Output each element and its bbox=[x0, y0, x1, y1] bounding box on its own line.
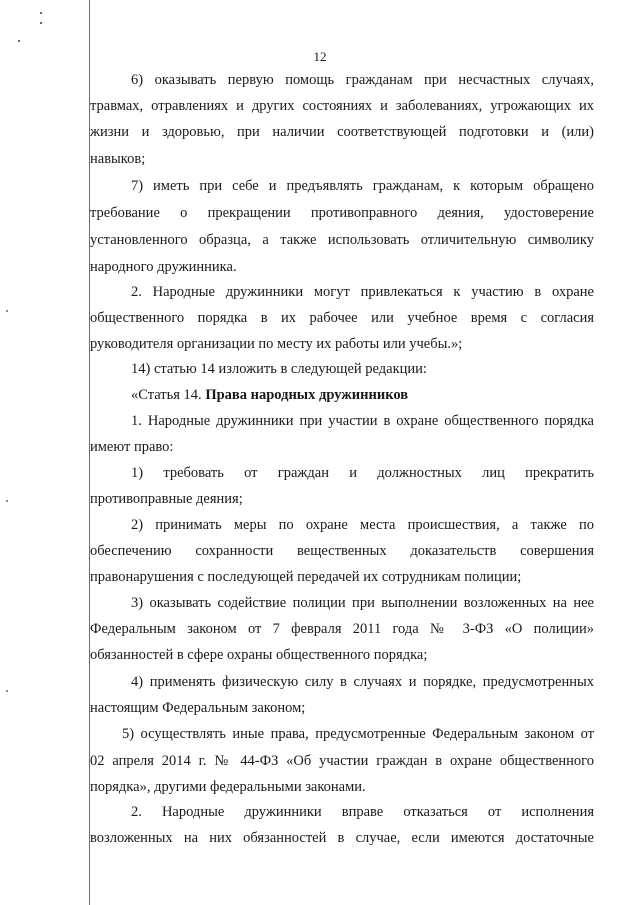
text-line: жизни и здоровью, при наличии соответствующей подготовки и (или) bbox=[90, 124, 594, 140]
text-line: правонарушения с последующей передачей их сотрудникам полиции; bbox=[90, 569, 522, 585]
scan-artifact bbox=[6, 310, 8, 312]
scan-artifact bbox=[18, 40, 20, 42]
text-line: 2. Народные дружинники могут привлекаться к участию в охране bbox=[131, 284, 594, 300]
text-line: 2. Народные дружинники вправе отказаться от исполнения bbox=[131, 804, 594, 820]
text-line: народного дружинника. bbox=[90, 259, 237, 275]
text-line: 6) оказывать первую помощь гражданам при несчастных случаях, bbox=[131, 72, 594, 88]
text-line: имеют право: bbox=[90, 439, 174, 455]
text-line: 1. Народные дружинники при участии в охране общественного порядка bbox=[131, 413, 594, 429]
text-line: 3) оказывать содействие полиции при выполнении возложенных на нее bbox=[131, 595, 594, 611]
text-line: порядка», другими федеральными законами. bbox=[90, 779, 366, 795]
text-line: травмах, отравлениях и других состояниях и заболеваниях, угрожающих их bbox=[90, 98, 594, 114]
scan-artifact bbox=[40, 22, 42, 24]
text-line: обязанностей в сфере охраны общественного порядка; bbox=[90, 647, 428, 663]
text-line: 7) иметь при себе и предъявлять гражданам, к которым обращено bbox=[131, 178, 594, 194]
text-line: установленного образца, а также использовать отличительную символику bbox=[90, 232, 594, 248]
text-line: 1) требовать от граждан и должностных лиц прекратить bbox=[131, 465, 594, 481]
text-line: 02 апреля 2014 г. № 44-ФЗ «Об участии граждан в охране общественного bbox=[90, 753, 594, 769]
text-line: возложенных на них обязанностей в случае, если имеются достаточные bbox=[90, 830, 594, 846]
text-line: обеспечению сохранности вещественных доказательств совершения bbox=[90, 543, 594, 559]
article-number: «Статья 14. bbox=[131, 387, 206, 403]
text-line: руководителя организации по месту их работы или учебы.»; bbox=[90, 336, 463, 352]
scan-artifact bbox=[40, 12, 42, 14]
text-line: общественного порядка в их рабочее или учебное время с согласия bbox=[90, 310, 594, 326]
text-line: требование о прекращении противоправного деяния, удостоверение bbox=[90, 205, 594, 221]
text-line: противоправные деяния; bbox=[90, 491, 243, 507]
text-line: настоящим Федеральным законом; bbox=[90, 700, 306, 716]
page-number: 12 bbox=[313, 49, 327, 64]
article-title: Права народных дружинников bbox=[205, 387, 409, 403]
text-line: 14) статью 14 изложить в следующей редакции: bbox=[131, 361, 427, 377]
text-line: 4) применять физическую силу в случаях и порядке, предусмотренных bbox=[131, 674, 594, 690]
scan-artifact bbox=[6, 690, 8, 692]
scan-artifact bbox=[6, 500, 8, 502]
article-heading bbox=[131, 386, 594, 404]
text-line: 5) осуществлять иные права, предусмотренные Федеральным законом от bbox=[122, 726, 594, 742]
text-line: навыков; bbox=[90, 151, 146, 167]
text-line: Федеральным законом от 7 февраля 2011 года № 3-ФЗ «О полиции» bbox=[90, 621, 594, 637]
text-line: 2) принимать меры по охране места происшествия, а также по bbox=[131, 517, 594, 533]
